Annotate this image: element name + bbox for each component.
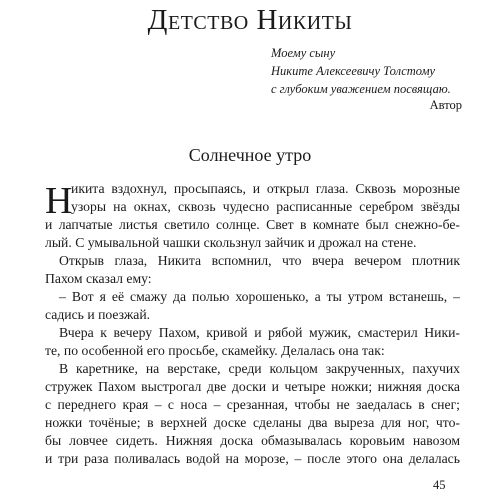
text-line: Пахом сказал ему: [45,271,152,286]
text-line: Вчера к вечеру Пахом, кривой и рябой мужик, смастерил Ники- [59,325,460,340]
text-line: садись и поезжай. [45,307,151,322]
text-line: и три раза поливалась водой на морозе, – после этого она делалась [45,451,460,466]
body-text [45,180,460,468]
text-line: стружек Пахом выстрогал две доски и четыре ножки; нижняя доска [45,379,460,394]
text-line: икита вздохнул, просыпаясь, и открыл глаза. Сквозь морозные [71,181,460,196]
text-line: и лапчатые листья светило солнце. Свет в комнате был снежно-бе- [45,217,460,232]
page-number: 45 [433,478,446,492]
dedication-line: с глубоким уважением посвящаю. [271,82,451,96]
text-line: – Вот я её смажу да полью хорошенько, а ты утром встанешь, – [59,289,460,304]
drop-cap: Н [45,180,73,222]
dedication-line: Моему сыну [271,46,336,60]
text-line: Открыв глаза, Никита вспомнил, что вчера вечером плотник [59,253,460,268]
dedication-line: Никите Алексеевичу Толстому [271,64,436,78]
dedication [271,44,461,98]
text-line: бы ловчее сидеть. Нижняя доска обмазывалась коровьим навозом [45,433,460,448]
text-line: ножки точёные; в верхней доске сделаны два выреза для ног, что- [45,415,460,430]
text-line: В каретнике, на верстаке, среди кольцом закрученных, пахучих [59,361,460,376]
page-title: Детство Никиты [147,4,353,36]
text-line: с переднего края – с носа – срезанная, чтобы не заедалась в снег; [45,397,460,412]
text-line: те, по особенной его просьбе, скамейку. Делалась она так: [45,343,385,358]
text-line: узоры на окнах, сквозь чудесно расписанные серебром звёзды [71,199,460,214]
chapter-title: Солнечное утро [188,145,312,165]
dedication-author: Автор [429,98,462,112]
text-line: лый. С умывальной чашки скользнул зайчик и дрожал на стене. [45,235,417,250]
